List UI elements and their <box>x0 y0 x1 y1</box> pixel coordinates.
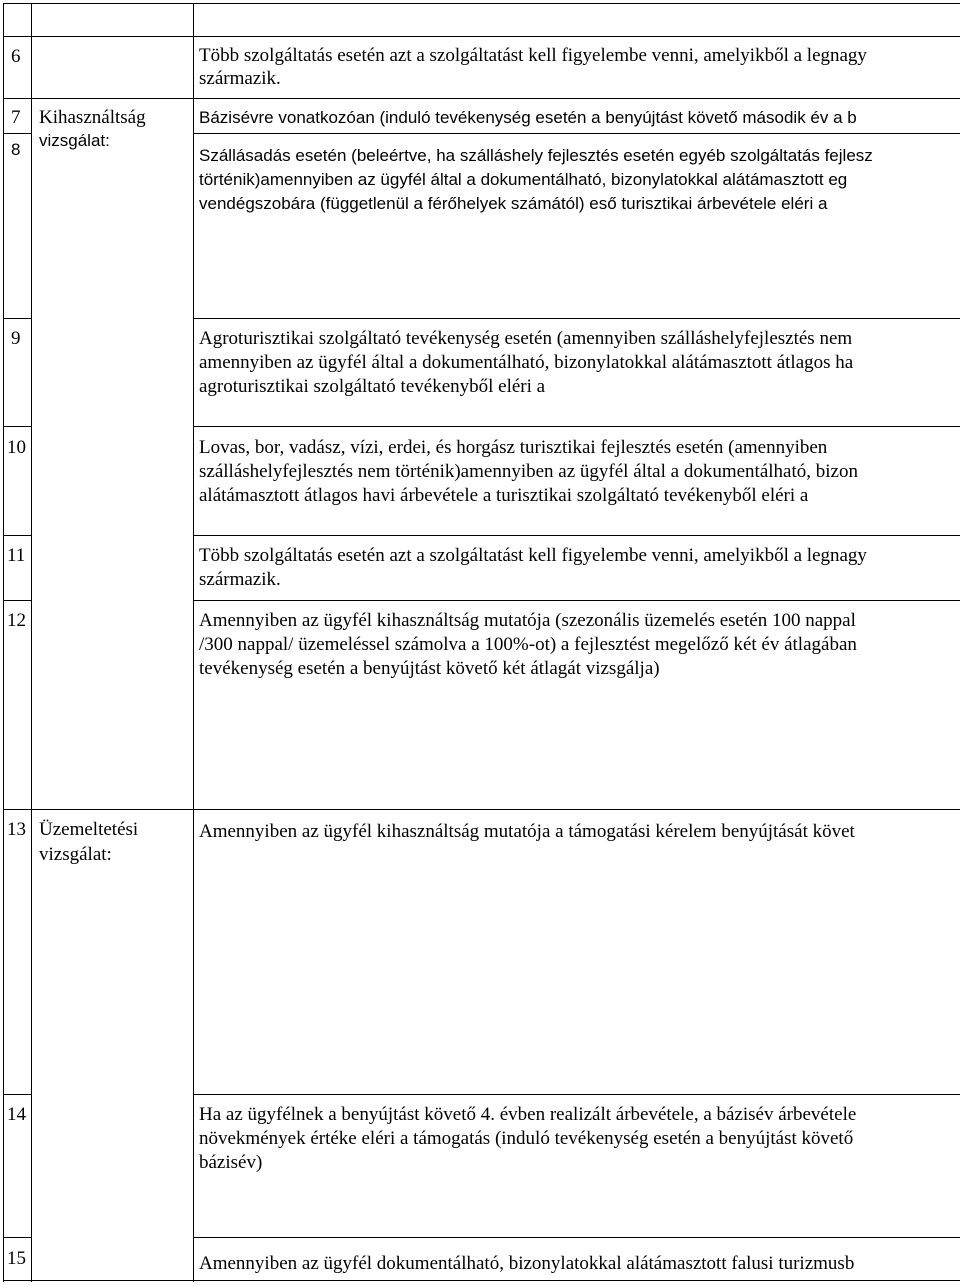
table-border-top <box>3 3 960 4</box>
row-content <box>199 106 960 132</box>
category-label: Üzemeltetési <box>39 819 139 840</box>
row-divider <box>3 535 32 536</box>
row-divider <box>193 1094 960 1095</box>
row-divider <box>3 98 960 99</box>
content-line: /300 nappal/ üzemeléssel számolva a 100%-ot) a fejlesztést megelőző két év átlagában <box>199 634 857 655</box>
content-line: Ha az ügyfélnek a benyújtást követő 4. évben realizált árbevétele, a bázisév árbevétele <box>199 1104 857 1125</box>
row-content <box>199 144 960 224</box>
row-divider <box>3 426 32 427</box>
row-divider <box>193 600 960 601</box>
row-number: 13 <box>7 819 26 840</box>
row-divider <box>3 318 32 319</box>
row-divider <box>3 809 960 810</box>
row-number: 7 <box>11 107 21 128</box>
content-line: Amennyiben az ügyfél kihasználtság mutatója a támogatási kérelem benyújtását követ <box>199 821 855 842</box>
content-line: Agroturisztikai szolgáltató tevékenység esetén (amennyiben szálláshelyfejlesztés nem <box>199 328 853 349</box>
content-line: Amennyiben az ügyfél dokumentálható, bizonylatokkal alátámasztott falusi turizmusb <box>199 1253 855 1274</box>
content-line: Szállásadás esetén (beleértve, ha szálláshely fejlesztés esetén egyéb szolgáltatás fejlesz <box>199 146 873 165</box>
row-divider <box>3 1094 32 1095</box>
category-label: Kihasználtság <box>39 107 146 128</box>
row-number: 11 <box>7 545 26 566</box>
row-divider <box>193 535 960 536</box>
row-number: 14 <box>7 1104 26 1125</box>
content-line: bázisév) <box>199 1152 263 1173</box>
category-label: vizsgálat: <box>39 844 112 865</box>
category-label: vizsgálat: <box>39 131 110 150</box>
row-divider <box>193 133 960 134</box>
row-number: 6 <box>11 46 21 67</box>
row-content <box>199 609 960 685</box>
row-content <box>199 327 960 403</box>
table-border-left <box>3 3 4 1282</box>
row-content <box>199 544 960 596</box>
row-content <box>199 1252 960 1278</box>
row-content <box>199 436 960 512</box>
row-divider <box>3 133 32 134</box>
content-line: növekmények értéke eléri a támogatás (induló tevékenység esetén a benyújtást követő <box>199 1128 854 1149</box>
row-divider <box>193 1237 960 1238</box>
row-number: 10 <box>7 437 26 458</box>
content-line: tevékenység esetén a benyújtást követő két átlagát vizsgálja) <box>199 658 660 679</box>
row-number: 12 <box>7 610 26 631</box>
content-line: Bázisévre vonatkozóan (induló tevékenység esetén a benyújtást követő második év a b <box>199 108 857 127</box>
row-content <box>199 1103 960 1179</box>
row-divider <box>193 318 960 319</box>
row-content <box>199 44 960 94</box>
content-line: vendégszobára (függetlenül a férőhelyek számától) eső turisztikai árbevétele eléri a <box>199 194 828 213</box>
content-line: Amennyiben az ügyfél kihasználtság mutatója (szezonális üzemelés esetén 100 nappal <box>199 610 856 631</box>
row-divider <box>3 600 32 601</box>
table-divider-category <box>193 3 194 1282</box>
content-line: Lovas, bor, vadász, vízi, erdei, és horgász turisztikai fejlesztés esetén (amennyiben <box>199 437 828 458</box>
content-line: történik)amennyiben az ügyfél által a dokumentálható, bizonylatokkal alátámasztott eg <box>199 170 848 189</box>
content-line: származik. <box>199 68 281 89</box>
content-line: agroturisztikai szolgáltató tevékenyből eléri a <box>199 376 546 397</box>
row-divider <box>3 36 960 37</box>
content-line: alátámasztott átlagos havi árbevétele a turisztikai szolgáltató tevékenyből eléri a <box>199 485 809 506</box>
content-line: amennyiben az ügyfél által a dokumentálható, bizonylatokkal alátámasztott átlagos ha <box>199 352 854 373</box>
table-divider-num <box>31 3 32 1282</box>
row-number: 15 <box>7 1248 26 1269</box>
content-line: Több szolgáltatás esetén azt a szolgáltatást kell figyelembe venni, amelyikből a legnagy <box>199 545 867 566</box>
row-number: 8 <box>11 140 21 159</box>
content-line: származik. <box>199 569 281 590</box>
content-line: Több szolgáltatás esetén azt a szolgáltatást kell figyelembe venni, amelyikből a legnagy <box>199 45 867 66</box>
row-divider <box>193 426 960 427</box>
row-number: 9 <box>11 328 21 349</box>
row-content <box>199 820 960 848</box>
row-divider <box>3 1280 960 1281</box>
row-divider <box>3 1237 32 1238</box>
content-line: szálláshelyfejlesztés nem történik)amennyiben az ügyfél által a dokumentálható, bizon <box>199 461 858 482</box>
